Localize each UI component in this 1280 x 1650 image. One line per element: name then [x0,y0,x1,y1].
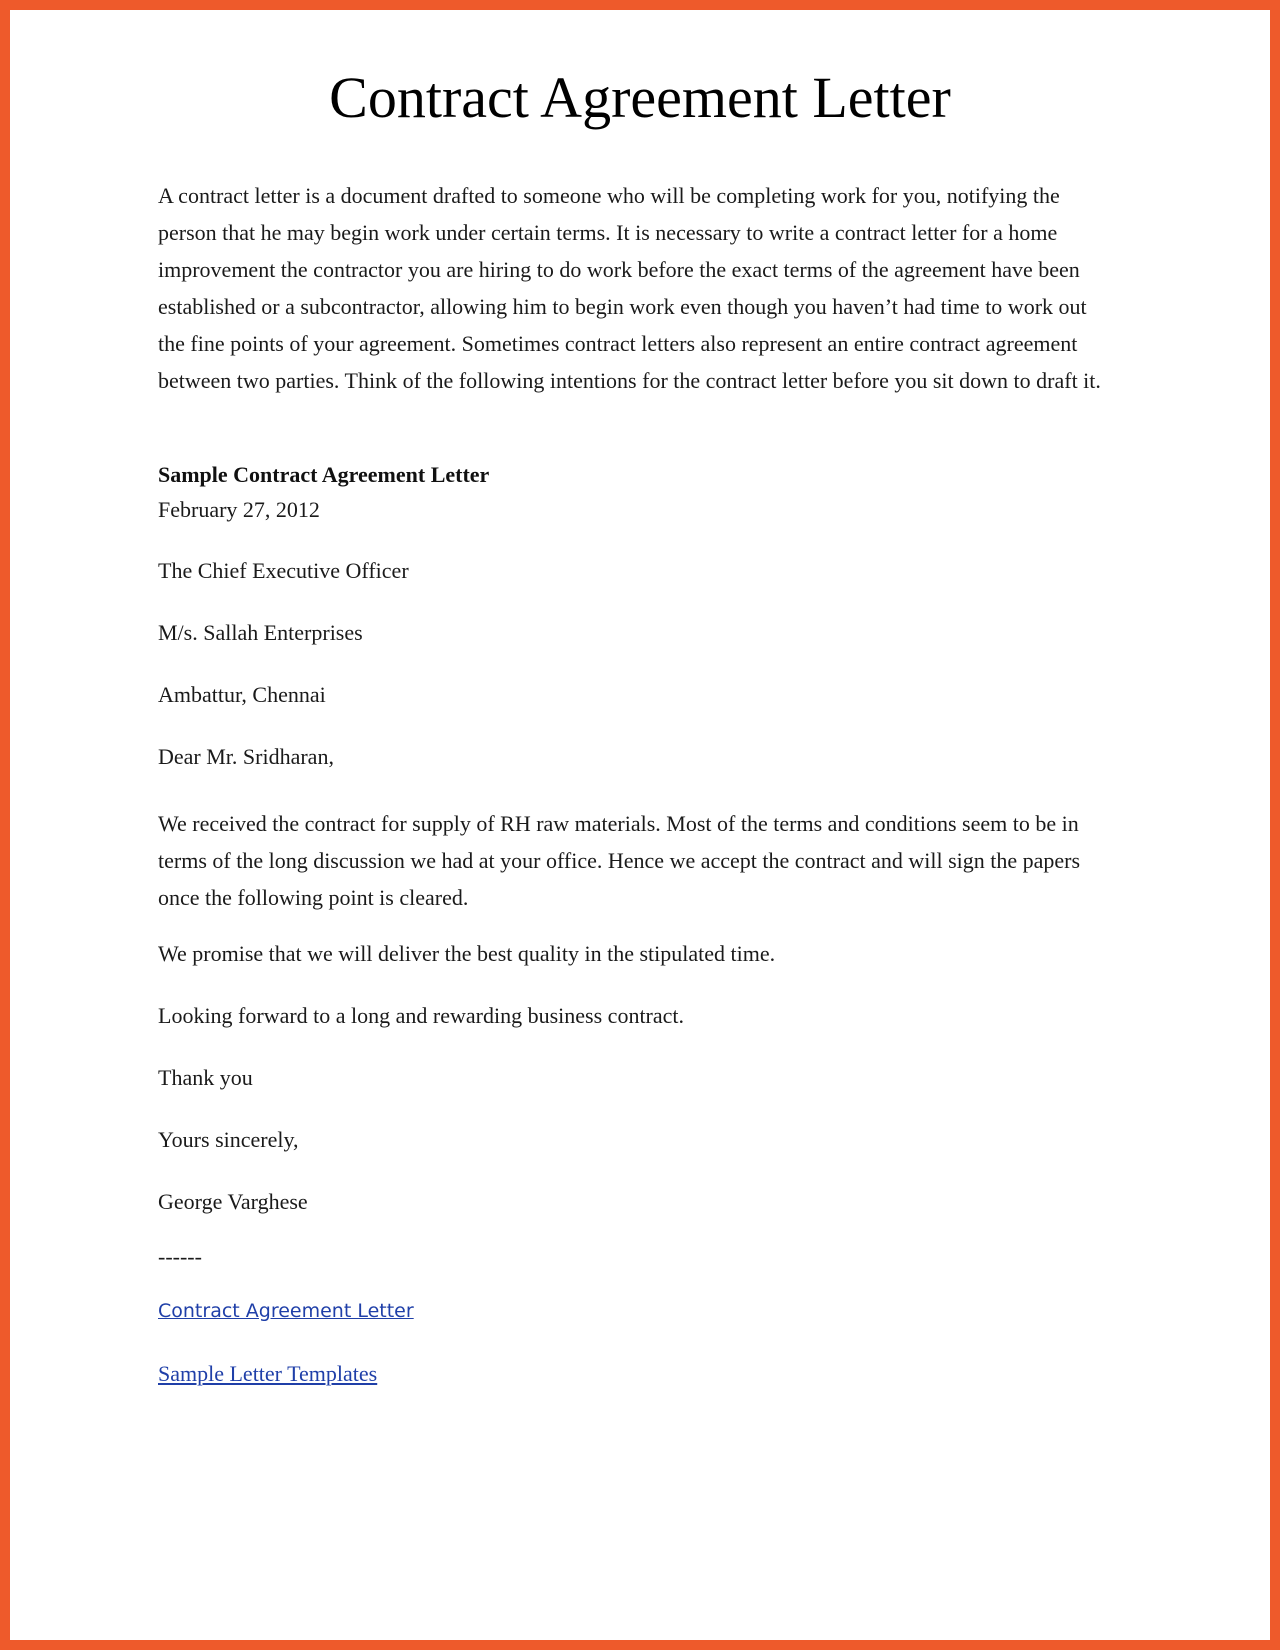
recipient-title: The Chief Executive Officer [158,558,409,583]
thanks-line: Thank you [158,1065,253,1090]
body-paragraph-3: Looking forward to a long and rewarding business contract. [158,1003,685,1028]
contract-agreement-letter-link[interactable]: Contract Agreement Letter [158,1300,414,1322]
signature-name: George Varghese [158,1189,308,1214]
closing-line: Yours sincerely, [158,1127,299,1152]
recipient-location: Ambattur, Chennai [158,682,326,707]
letter-date: February 27, 2012 [158,497,320,522]
recipient-company: M/s. Sallah Enterprises [158,620,363,645]
intro-paragraph: A contract letter is a document drafted to someone who will be completing work for you, notifying the person that he may begin work under certain terms. It is necessary to write a contract letter for a home improvement the contractor you are hiring to do work before the exact terms of the agreement have been established or a subcontractor, allowing him to begin work even though you haven’t had time to work out the fine points of your agreement. Sometimes contract letters also represent an entire contract agreement between two parties. Think of the following intentions for the contract letter before you sit down to draft it. [158,183,1101,393]
body-paragraph-2: We promise that we will deliver the best quality in the stipulated time. [158,941,776,966]
salutation: Dear Mr. Sridharan, [158,744,334,769]
body-paragraph-1: We received the contract for supply of RH raw materials. Most of the terms and conditions seem to be in terms of the long discussion we had at your office. Hence we accept the contract and will sign the papers once the following point is cleared. [158,811,1081,910]
document-title: Contract Agreement Letter [329,65,951,130]
sample-heading: Sample Contract Agreement Letter [158,462,490,487]
sample-letter-templates-link[interactable]: Sample Letter Templates [158,1361,378,1386]
separator-dashes: ------ [158,1244,202,1269]
